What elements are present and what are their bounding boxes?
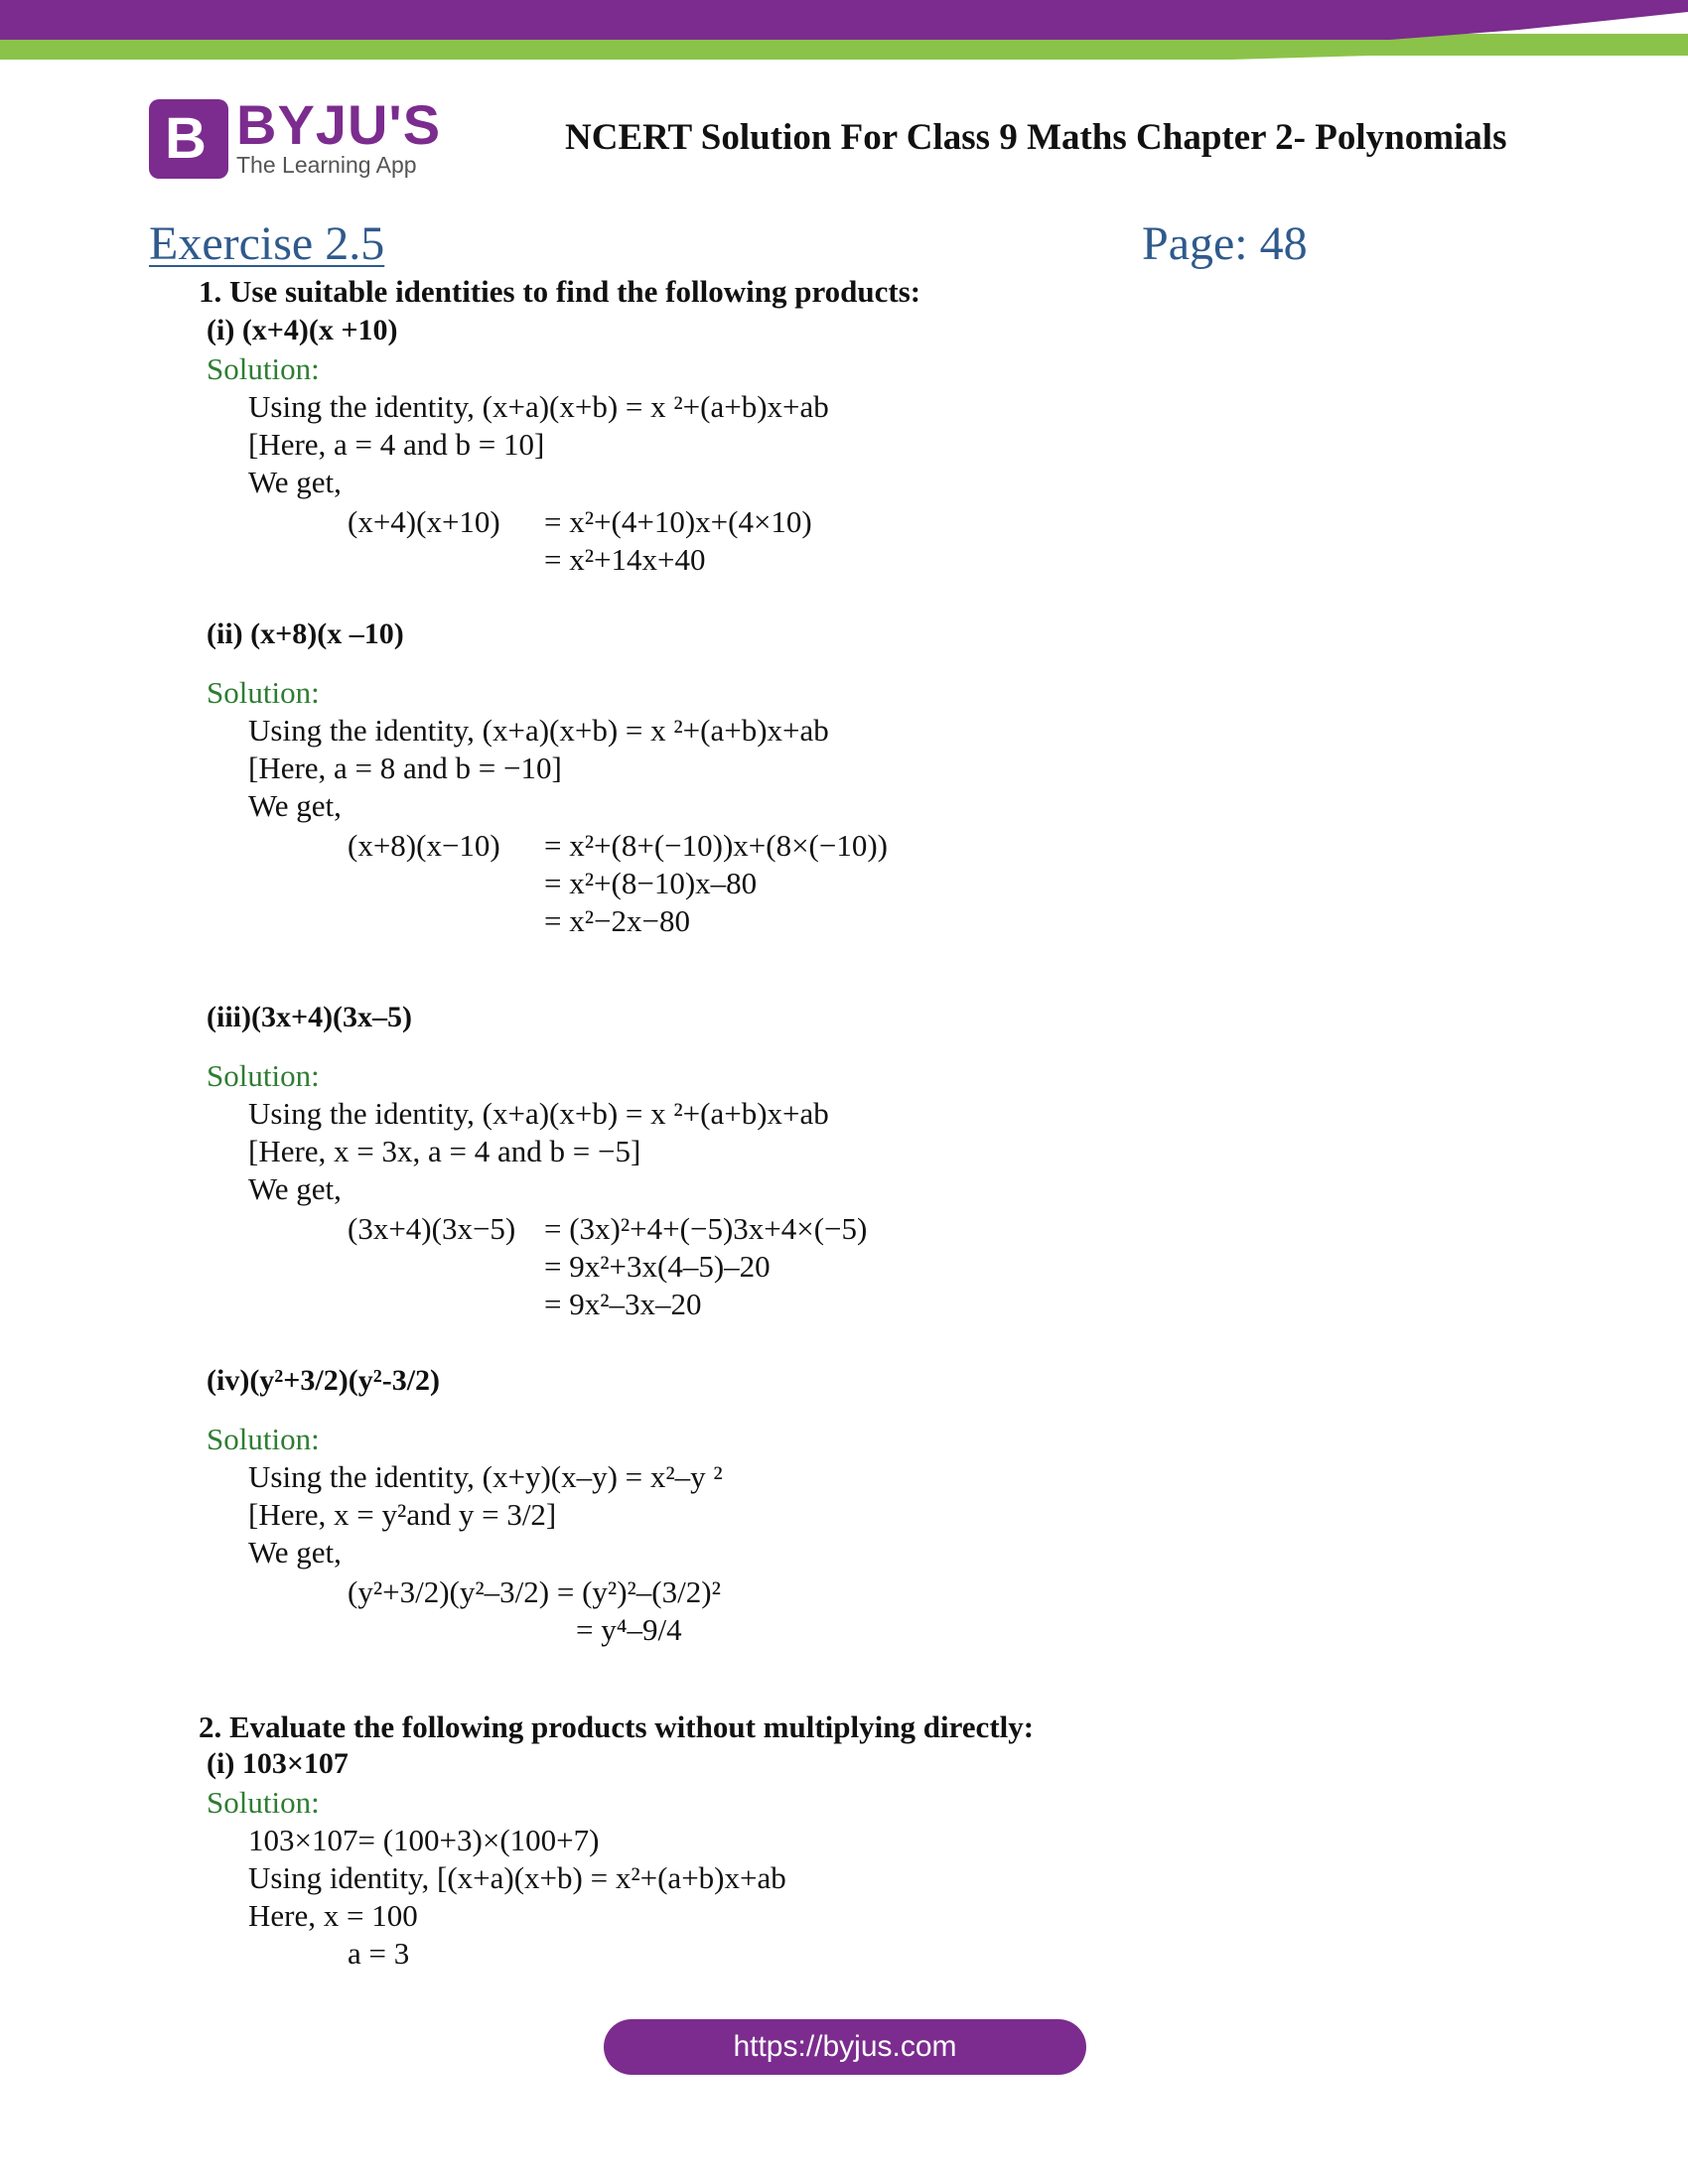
q2-part-i-label: (i) 103×107 <box>207 1747 349 1780</box>
q1-part-iv-step-1: = y⁴–9/4 <box>576 1612 682 1647</box>
q1-part-iii-step-1: = (3x)²+4+(−5)3x+4×(−5) <box>544 1211 868 1246</box>
q2-part-i-a-value: a = 3 <box>348 1936 410 1971</box>
q1-part-ii-step-1: = x²+(8+(−10))x+(8×(−10)) <box>544 828 889 863</box>
q1-part-ii-identity: Using the identity, (x+a)(x+b) = x ²+(a+b)x+ab <box>248 713 829 748</box>
header-band <box>0 0 1688 60</box>
q1-part-ii-we-get: We get, <box>248 788 342 823</box>
q1-part-i-lhs: (x+4)(x+10) <box>348 504 500 539</box>
q1-part-i-label: (i) (x+4)(x +10) <box>207 314 398 346</box>
q1-part-iv-label: (iv)(y²+3/2)(y²-3/2) <box>207 1364 441 1397</box>
q1-part-iii-label: (iii)(3x+4)(3x–5) <box>207 1001 413 1033</box>
exercise-title: Exercise 2.5 <box>149 217 385 270</box>
q1-part-i-we-get: We get, <box>248 465 342 499</box>
q1-part-i-here: [Here, a = 4 and b = 10] <box>248 427 545 462</box>
q1-part-iv-lhs: (y²+3/2)(y²–3/2) = (y²)²–(3/2)² <box>348 1574 721 1609</box>
question-2-heading: 2. Evaluate the following products without multiplying directly: <box>199 1709 1035 1744</box>
q2-part-i-here: Here, x = 100 <box>248 1898 418 1933</box>
q1-part-ii-label: (ii) (x+8)(x –10) <box>207 617 404 650</box>
q1-part-iv-identity: Using the identity, (x+y)(x–y) = x²–y ² <box>248 1459 723 1494</box>
q1-part-iii-step-2: = 9x²+3x(4–5)–20 <box>544 1249 771 1284</box>
q1-part-iv-here: [Here, x = y²and y = 3/2] <box>248 1497 557 1532</box>
q2-part-i-solution-label: Solution: <box>207 1785 320 1820</box>
q1-part-iii-we-get: We get, <box>248 1171 342 1206</box>
q1-part-iv-we-get: We get, <box>248 1535 342 1570</box>
q1-part-i-solution-label: Solution: <box>207 351 320 386</box>
q1-part-iv-solution-label: Solution: <box>207 1422 320 1456</box>
document-title: NCERT Solution For Class 9 Maths Chapter 2- Polynomials <box>565 117 1507 158</box>
q1-part-i-identity: Using the identity, (x+a)(x+b) = x ²+(a+b)x+ab <box>248 389 829 424</box>
q1-part-ii-here: [Here, a = 8 and b = −10] <box>248 751 562 785</box>
q1-part-iii-step-3: = 9x²–3x–20 <box>544 1287 702 1321</box>
q2-part-i-line-1: 103×107= (100+3)×(100+7) <box>248 1823 600 1857</box>
question-1-heading: 1. Use suitable identities to find the following products: <box>199 274 921 309</box>
q1-part-ii-lhs: (x+8)(x−10) <box>348 828 500 863</box>
q1-part-i-step-1: = x²+(4+10)x+(4×10) <box>544 504 812 539</box>
footer-link-pill[interactable] <box>604 2019 1086 2075</box>
q1-part-ii-step-3: = x²−2x−80 <box>544 903 690 938</box>
q1-part-iii-lhs: (3x+4)(3x−5) <box>348 1211 516 1246</box>
page-number: Page: 48 <box>1142 217 1308 270</box>
q1-part-ii-solution-label: Solution: <box>207 675 320 710</box>
footer-url[interactable]: https://byjus.com <box>733 2030 957 2063</box>
q1-part-ii-step-2: = x²+(8−10)x–80 <box>544 866 758 900</box>
q1-part-i-step-2: = x²+14x+40 <box>544 542 706 577</box>
header-purple-stripe <box>0 0 1688 40</box>
q1-part-iii-solution-label: Solution: <box>207 1058 320 1093</box>
logo-letter: B <box>165 106 207 171</box>
logo-name: BYJU'S <box>236 93 442 156</box>
logo-tagline: The Learning App <box>236 152 417 178</box>
q1-part-iii-identity: Using the identity, (x+a)(x+b) = x ²+(a+b)x+ab <box>248 1096 829 1131</box>
q2-part-i-identity: Using identity, [(x+a)(x+b) = x²+(a+b)x+ab <box>248 1860 786 1895</box>
byjus-logo-icon <box>149 99 228 179</box>
q1-part-iii-here: [Here, x = 3x, a = 4 and b = −5] <box>248 1134 641 1168</box>
